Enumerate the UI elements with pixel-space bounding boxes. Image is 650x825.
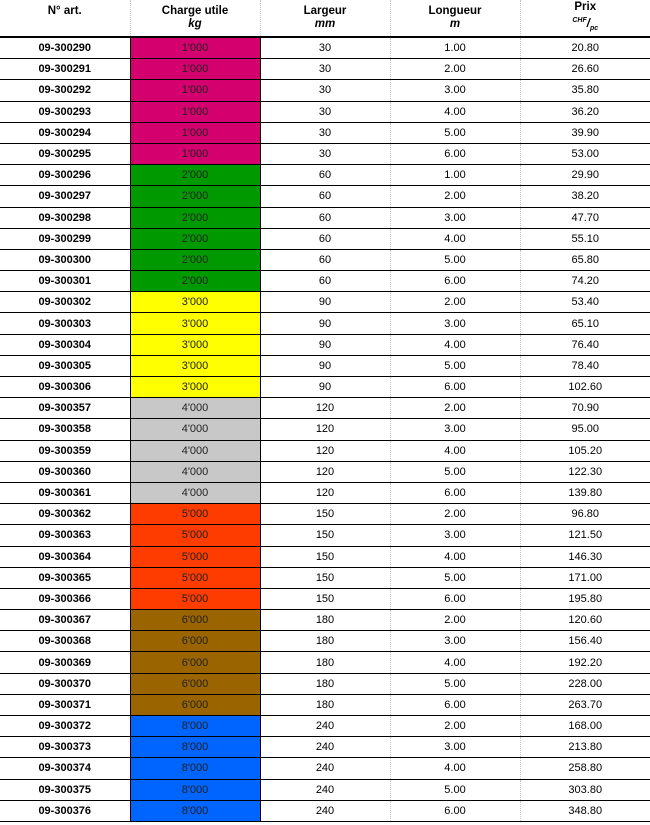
cell-art: 09-300359: [0, 440, 130, 461]
cell-art: 09-300291: [0, 59, 130, 80]
table-row: [0, 228, 650, 249]
cell-price: 96.80: [520, 504, 650, 525]
cell-load: 5'000: [130, 588, 260, 609]
cell-width: 60: [260, 271, 390, 292]
cell-price: 74.20: [520, 271, 650, 292]
header-price: [520, 0, 650, 37]
cell-art: 09-300366: [0, 588, 130, 609]
cell-width: 60: [260, 165, 390, 186]
table-row: [0, 567, 650, 588]
cell-load: 1'000: [130, 143, 260, 164]
cell-price: 213.80: [520, 737, 650, 758]
cell-price: 35.80: [520, 80, 650, 101]
cell-price: 65.10: [520, 313, 650, 334]
cell-width: 240: [260, 779, 390, 800]
cell-load: 6'000: [130, 610, 260, 631]
cell-load: 1'000: [130, 101, 260, 122]
cell-art: 09-300295: [0, 143, 130, 164]
cell-length: 2.00: [390, 292, 520, 313]
cell-width: 120: [260, 398, 390, 419]
header-price-label: Prix: [574, 0, 597, 13]
cell-art: 09-300299: [0, 228, 130, 249]
table-row: [0, 37, 650, 59]
header-load-unit: kg: [188, 18, 202, 30]
cell-price: 192.20: [520, 652, 650, 673]
cell-length: 5.00: [390, 249, 520, 270]
header-length-unit: m: [449, 18, 461, 30]
cell-price: 122.30: [520, 461, 650, 482]
header-width-unit: mm: [314, 18, 336, 30]
cell-load: 2'000: [130, 186, 260, 207]
table-row: [0, 59, 650, 80]
cell-art: 09-300298: [0, 207, 130, 228]
cell-load: 4'000: [130, 482, 260, 503]
cell-price: 95.00: [520, 419, 650, 440]
cell-art: 09-300360: [0, 461, 130, 482]
cell-length: 5.00: [390, 122, 520, 143]
cell-price: 168.00: [520, 716, 650, 737]
table-row: [0, 355, 650, 376]
cell-art: 09-300306: [0, 377, 130, 398]
table-row: [0, 143, 650, 164]
cell-length: 5.00: [390, 355, 520, 376]
cell-art: 09-300373: [0, 737, 130, 758]
cell-art: 09-300372: [0, 716, 130, 737]
cell-load: 1'000: [130, 37, 260, 59]
cell-width: 120: [260, 482, 390, 503]
cell-length: 3.00: [390, 631, 520, 652]
cell-length: 2.00: [390, 610, 520, 631]
cell-price: 47.70: [520, 207, 650, 228]
cell-length: 6.00: [390, 271, 520, 292]
header-row: [0, 0, 650, 37]
cell-load: 4'000: [130, 398, 260, 419]
cell-art: 09-300305: [0, 355, 130, 376]
cell-width: 180: [260, 694, 390, 715]
cell-length: 4.00: [390, 440, 520, 461]
cell-load: 6'000: [130, 673, 260, 694]
cell-width: 60: [260, 186, 390, 207]
cell-width: 60: [260, 249, 390, 270]
header-load-label: Charge utile: [161, 5, 229, 17]
cell-length: 4.00: [390, 228, 520, 249]
header-price-unit-bottom: pc: [589, 25, 599, 33]
cell-price: 76.40: [520, 334, 650, 355]
cell-price: 39.90: [520, 122, 650, 143]
cell-length: 6.00: [390, 588, 520, 609]
cell-width: 240: [260, 758, 390, 779]
cell-width: 240: [260, 800, 390, 821]
cell-art: 09-300304: [0, 334, 130, 355]
table-row: [0, 673, 650, 694]
cell-length: 2.00: [390, 504, 520, 525]
table-row: [0, 737, 650, 758]
cell-art: 09-300371: [0, 694, 130, 715]
cell-length: 5.00: [390, 567, 520, 588]
table-row: [0, 249, 650, 270]
cell-load: 3'000: [130, 377, 260, 398]
cell-art: 09-300358: [0, 419, 130, 440]
cell-load: 5'000: [130, 567, 260, 588]
header-width-label: Largeur: [303, 5, 347, 17]
cell-load: 8'000: [130, 800, 260, 821]
cell-load: 2'000: [130, 228, 260, 249]
header-art: [0, 0, 130, 37]
cell-length: 6.00: [390, 800, 520, 821]
header-price-unit-top: CHF: [572, 16, 587, 24]
cell-price: 120.60: [520, 610, 650, 631]
cell-price: 139.80: [520, 482, 650, 503]
table-row: [0, 482, 650, 503]
cell-load: 4'000: [130, 440, 260, 461]
cell-width: 30: [260, 37, 390, 59]
cell-width: 180: [260, 631, 390, 652]
cell-price: 53.00: [520, 143, 650, 164]
cell-length: 5.00: [390, 779, 520, 800]
cell-art: 09-300363: [0, 525, 130, 546]
cell-length: 1.00: [390, 165, 520, 186]
cell-length: 4.00: [390, 758, 520, 779]
table-row: [0, 101, 650, 122]
table-row: [0, 207, 650, 228]
table-row: [0, 334, 650, 355]
table-row: [0, 716, 650, 737]
cell-width: 30: [260, 101, 390, 122]
cell-load: 2'000: [130, 165, 260, 186]
cell-price: 171.00: [520, 567, 650, 588]
cell-width: 150: [260, 546, 390, 567]
cell-length: 4.00: [390, 101, 520, 122]
cell-load: 3'000: [130, 313, 260, 334]
header-length: [390, 0, 520, 37]
cell-price: 146.30: [520, 546, 650, 567]
header-length-label: Longueur: [428, 5, 482, 17]
cell-length: 2.00: [390, 59, 520, 80]
cell-price: 65.80: [520, 249, 650, 270]
cell-length: 3.00: [390, 737, 520, 758]
table-row: [0, 165, 650, 186]
cell-art: 09-300370: [0, 673, 130, 694]
cell-load: 6'000: [130, 631, 260, 652]
cell-price: 53.40: [520, 292, 650, 313]
table-row: [0, 610, 650, 631]
cell-length: 3.00: [390, 313, 520, 334]
cell-price: 228.00: [520, 673, 650, 694]
table-row: [0, 800, 650, 821]
cell-length: 3.00: [390, 419, 520, 440]
cell-width: 90: [260, 377, 390, 398]
cell-load: 1'000: [130, 59, 260, 80]
cell-price: 26.60: [520, 59, 650, 80]
cell-load: 8'000: [130, 716, 260, 737]
cell-width: 60: [260, 228, 390, 249]
cell-width: 60: [260, 207, 390, 228]
table-row: [0, 292, 650, 313]
table-row: [0, 525, 650, 546]
cell-art: 09-300364: [0, 546, 130, 567]
cell-load: 8'000: [130, 737, 260, 758]
cell-width: 30: [260, 59, 390, 80]
table-row: [0, 652, 650, 673]
cell-width: 30: [260, 122, 390, 143]
table-row: [0, 186, 650, 207]
cell-art: 09-300302: [0, 292, 130, 313]
header-art-label: N° art.: [47, 5, 82, 17]
table-row: [0, 461, 650, 482]
cell-price: 258.80: [520, 758, 650, 779]
cell-art: 09-300367: [0, 610, 130, 631]
cell-length: 5.00: [390, 673, 520, 694]
cell-width: 150: [260, 525, 390, 546]
table-row: [0, 504, 650, 525]
cell-width: 180: [260, 652, 390, 673]
table-row: [0, 419, 650, 440]
cell-width: 30: [260, 143, 390, 164]
cell-length: 4.00: [390, 334, 520, 355]
cell-art: 09-300376: [0, 800, 130, 821]
header-price-unit: $^{CHF}/_{pc}$: [572, 16, 599, 33]
cell-load: 5'000: [130, 504, 260, 525]
cell-length: 1.00: [390, 37, 520, 59]
cell-length: 2.00: [390, 186, 520, 207]
cell-width: 240: [260, 716, 390, 737]
header-width: [260, 0, 390, 37]
cell-price: 121.50: [520, 525, 650, 546]
cell-width: 90: [260, 334, 390, 355]
cell-art: 09-300293: [0, 101, 130, 122]
cell-width: 90: [260, 355, 390, 376]
cell-art: 09-300296: [0, 165, 130, 186]
table-header: [0, 0, 650, 37]
cell-load: 4'000: [130, 419, 260, 440]
cell-art: 09-300294: [0, 122, 130, 143]
cell-art: 09-300369: [0, 652, 130, 673]
cell-price: 70.90: [520, 398, 650, 419]
cell-load: 5'000: [130, 525, 260, 546]
cell-load: 2'000: [130, 271, 260, 292]
cell-length: 3.00: [390, 207, 520, 228]
table-row: [0, 398, 650, 419]
cell-load: 6'000: [130, 652, 260, 673]
header-load: [130, 0, 260, 37]
cell-price: 195.80: [520, 588, 650, 609]
cell-load: 8'000: [130, 779, 260, 800]
cell-art: 09-300362: [0, 504, 130, 525]
table-row: [0, 271, 650, 292]
table-row: [0, 122, 650, 143]
cell-art: 09-300368: [0, 631, 130, 652]
cell-price: 55.10: [520, 228, 650, 249]
cell-art: 09-300374: [0, 758, 130, 779]
cell-width: 180: [260, 610, 390, 631]
cell-load: 3'000: [130, 334, 260, 355]
cell-length: 3.00: [390, 525, 520, 546]
cell-width: 120: [260, 461, 390, 482]
cell-load: 6'000: [130, 694, 260, 715]
cell-art: 09-300301: [0, 271, 130, 292]
cell-price: 20.80: [520, 37, 650, 59]
cell-length: 4.00: [390, 652, 520, 673]
cell-art: 09-300357: [0, 398, 130, 419]
cell-load: 2'000: [130, 249, 260, 270]
table-body: [0, 37, 650, 821]
table-row: [0, 440, 650, 461]
table-row: [0, 377, 650, 398]
table-row: [0, 313, 650, 334]
table-row: [0, 779, 650, 800]
cell-art: 09-300300: [0, 249, 130, 270]
cell-width: 150: [260, 567, 390, 588]
cell-price: 263.70: [520, 694, 650, 715]
cell-width: 90: [260, 292, 390, 313]
table-row: [0, 631, 650, 652]
cell-price: 78.40: [520, 355, 650, 376]
cell-length: 5.00: [390, 461, 520, 482]
table-row: [0, 694, 650, 715]
cell-price: 38.20: [520, 186, 650, 207]
cell-price: 156.40: [520, 631, 650, 652]
cell-length: 3.00: [390, 80, 520, 101]
cell-art: 09-300290: [0, 37, 130, 59]
table-row: [0, 546, 650, 567]
cell-load: 5'000: [130, 546, 260, 567]
cell-price: 105.20: [520, 440, 650, 461]
cell-width: 150: [260, 588, 390, 609]
cell-price: 303.80: [520, 779, 650, 800]
cell-width: 180: [260, 673, 390, 694]
table-row: [0, 80, 650, 101]
cell-length: 2.00: [390, 716, 520, 737]
cell-load: 1'000: [130, 122, 260, 143]
cell-length: 4.00: [390, 546, 520, 567]
cell-load: 3'000: [130, 355, 260, 376]
cell-price: 36.20: [520, 101, 650, 122]
cell-load: 4'000: [130, 461, 260, 482]
cell-width: 150: [260, 504, 390, 525]
table-row: [0, 758, 650, 779]
cell-width: 120: [260, 440, 390, 461]
cell-art: 09-300292: [0, 80, 130, 101]
cell-width: 30: [260, 80, 390, 101]
cell-art: 09-300297: [0, 186, 130, 207]
cell-length: 2.00: [390, 398, 520, 419]
cell-width: 90: [260, 313, 390, 334]
cell-length: 6.00: [390, 482, 520, 503]
table-row: [0, 588, 650, 609]
cell-length: 6.00: [390, 377, 520, 398]
cell-load: 3'000: [130, 292, 260, 313]
cell-load: 2'000: [130, 207, 260, 228]
cell-width: 240: [260, 737, 390, 758]
cell-art: 09-300303: [0, 313, 130, 334]
cell-art: 09-300365: [0, 567, 130, 588]
cell-price: 348.80: [520, 800, 650, 821]
cell-load: 1'000: [130, 80, 260, 101]
cell-load: 8'000: [130, 758, 260, 779]
cell-price: 29.90: [520, 165, 650, 186]
cell-length: 6.00: [390, 694, 520, 715]
cell-length: 6.00: [390, 143, 520, 164]
cell-price: 102.60: [520, 377, 650, 398]
cell-art: 09-300361: [0, 482, 130, 503]
cell-art: 09-300375: [0, 779, 130, 800]
cell-width: 120: [260, 419, 390, 440]
